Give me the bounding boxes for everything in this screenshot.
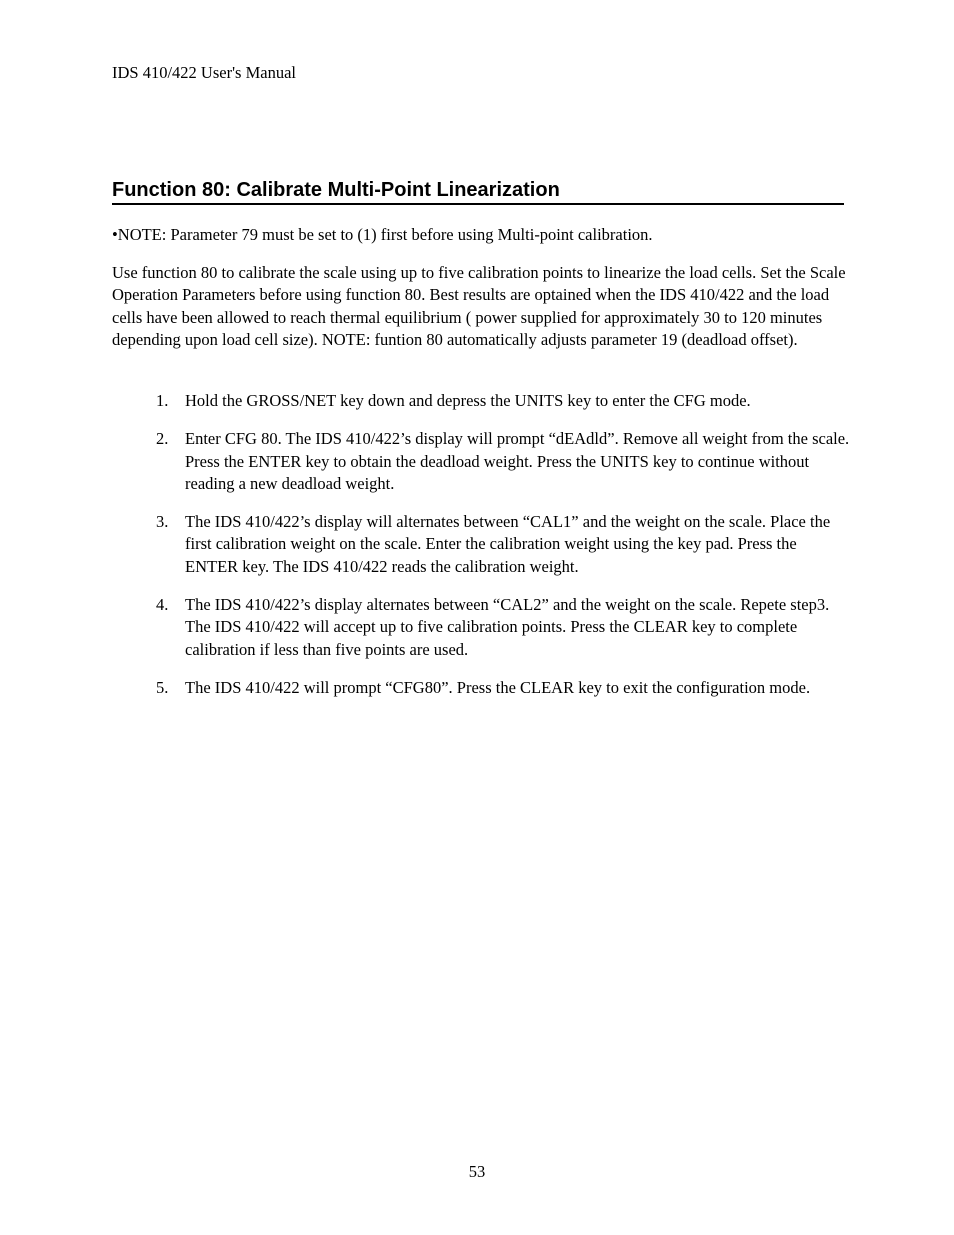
intro-paragraph: Use function 80 to calibrate the scale using up to five calibration points to linearize the load cells. Set the Scale Operation Parameters before using function 80. Best results are optained when the IDS 410/422 and the load cells have been allowed to reach thermal equilibrium ( power supplied for approximately 30 to 120 minutes depending upon load cell size). NOTE: funtion 80 automatically adjusts parameter 19 (deadload offset).: [112, 263, 846, 349]
page-number: 53: [468, 1162, 486, 1181]
procedure-step: [112, 594, 852, 661]
procedure-step: [112, 428, 852, 495]
step-text: The IDS 410/422 will prompt “CFG80”. Press the CLEAR key to exit the configuration mode.: [185, 677, 811, 697]
step-number: 2.: [156, 429, 169, 449]
step-text: The IDS 410/422’s display will alternates between “CAL1” and the weight on the scale. Place the first calibration weight on the scale. Enter the calibration weight using the key pad. Press the ENTER key. The IDS 410/422 reads the calibration weight.: [185, 512, 831, 576]
step-number: 4.: [156, 595, 169, 615]
procedure-step: [112, 511, 852, 578]
step-text: Hold the GROSS/NET key down and depress the UNITS key to enter the CFG mode.: [185, 391, 751, 410]
procedure-step: [112, 390, 852, 412]
running-header: IDS 410/422 User's Manual: [112, 63, 296, 82]
step-number: 5.: [156, 677, 169, 697]
step-text: Enter CFG 80. The IDS 410/422’s display will prompt “dEAdld”. Remove all weight from the scale. Press the ENTER key to obtain the deadload weight. Press the UNITS key to continue without reading a new deadload weight.: [185, 429, 850, 493]
procedure-steps: [112, 390, 852, 715]
section-heading: Function 80: Calibrate Multi-Point Linearization: [112, 178, 844, 205]
step-number: 3.: [156, 512, 169, 532]
parameter-note: •NOTE: Parameter 79 must be set to (1) first before using Multi-point calibration.: [112, 225, 653, 244]
procedure-step: [112, 677, 852, 699]
step-number: 1.: [156, 391, 169, 410]
step-text: The IDS 410/422’s display alternates between “CAL2” and the weight on the scale. Repete step3. The IDS 410/422 will accept up to five calibration points. Press the CLEAR key to complete calibration if less than five points are used.: [185, 595, 830, 659]
